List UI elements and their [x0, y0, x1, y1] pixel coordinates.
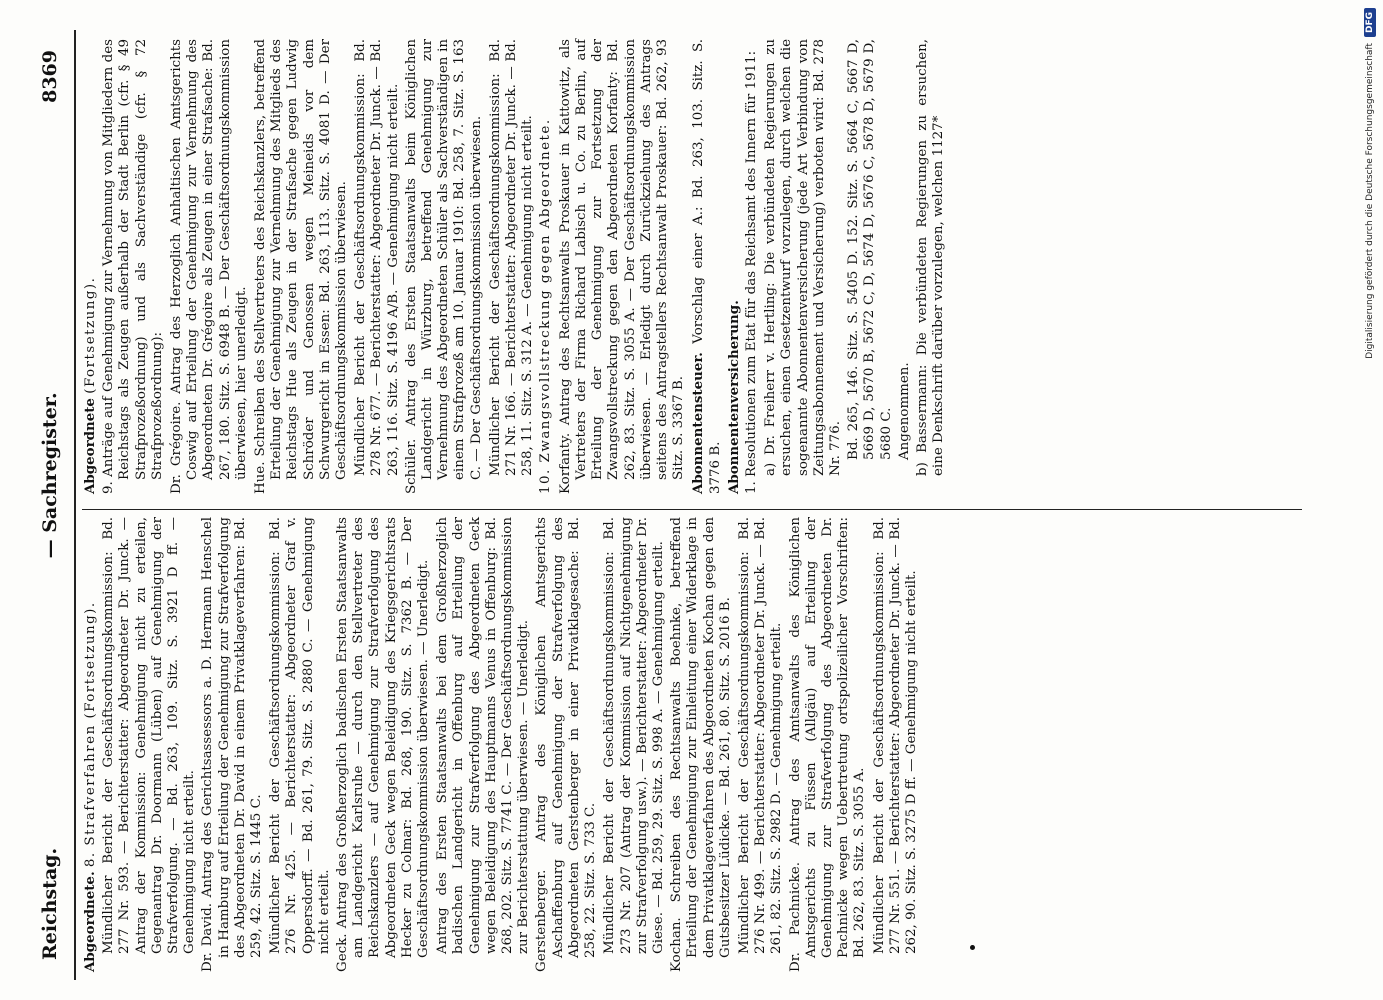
dfg-logo: DFG [1364, 8, 1376, 37]
abonnentensteuer-head: Abonnentensteuer. [690, 352, 707, 494]
abonnentensteuer-text: Vorschlag einer A.: Bd. 263, 103. Sitz. S. 3776 B. [691, 39, 723, 494]
col2-item10: 10. Zwangsvollstreckung gegen Abgeordnete. [538, 118, 554, 494]
col1-para-10: Mündlicher Bericht der Geschäftsordnungskommission: Bd. 277 Nr. 551. — Berichterstatter: Abgeordneter Dr. Junck. — Bd. 262, 90. Sitz. S. 3275 D ff. — Genehmigung nicht erteilt. [871, 517, 919, 954]
col1-para-4: Antrag des Ersten Staatsanwalts bei dem Großherzoglich badischen Landgericht in Offenburg auf Erteilung der Genehmigung zur Strafverfolgung des Abgeordneten Geck wegen Beleidigung des Hauptmanns Venus in Offenburg: Bd. 268, 202. Sitz. S. 7741 C. — Der Geschäftsordnungskommission zur Berichterstattung überwiesen. — Unerledigt. [435, 517, 532, 954]
angenommen: Angenommen. [896, 362, 912, 460]
col1-para-1: Dr. David. Antrag des Gerichtsassessors a. D. Hermann Henschel in Hamburg auf Erteilung der Genehmigung zur Strafverfolgung des Abgeordneten Dr. David in einem Privatklageverfahren: Bd. 259, 42. Sitz. S. 1445 C. [200, 517, 265, 972]
col1-para-8: Mündlicher Bericht der Geschäftsordnungskommission: Bd. 276 Nr. 499. — Berichterstatter: Abgeordneter Dr. Junck. — Bd. 261, 82. Sitz. S. 2982 D. — Genehmigung erteilt. [736, 517, 785, 954]
col2-para-1: Hue. Schreiben des Stellvertreters des Reichskanzlers, betreffend Erteilung der Genehmigung zur Vernehmung des Mitglieds des Reichstags Hue als Zeugen in der Strafsache gegen Ludwig Schröder und Genossen wegen Meineids vor dem Schwurgericht in Essen: Bd. 263, 113. Sitz. S. 4081 D. — Der Geschäftsordnungskommission überwiesen. [253, 39, 350, 494]
col1-head: Abgeordnete. [82, 871, 98, 972]
col1-lead [82, 517, 99, 972]
rotated-page-content [30, 30, 1330, 980]
col2-para-0: Dr. Grégoire. Antrag des Herzoglich Anhaltischen Amtsgerichts Coswig auf Erteilung der Genehmigung zur Vernehmung des Abgeordneten Dr. Grégoire als Zeugen in einer Strafsache: Bd. 267, 180. Sitz. S. 6948 B. — Der Geschäftsordnungskommission überwiesen, hier unerledigt. [169, 39, 249, 494]
page [30, 30, 1330, 980]
col1-para-7: Kochan. Schreiben des Rechtsanwalts Boehnke, betreffend Erteilung der Genehmigung zur Einleitung einer Widerklage in dem Privatklageverfahren des Abgeordneten Kochan gegen den Gutsbesitzer Lüdicke. — Bd. 261, 80. Sitz. S. 2016 B. [669, 517, 733, 972]
col1-para-0: Mündlicher Bericht der Geschäftsordnungskommission: Bd. 277 Nr. 593. — Berichterstatter: Abgeordneter Dr. Junck. — Antrag der Kommission: Genehmigung nicht zu erteilen, Gegenantrag Dr. Doormann (Lüben) auf Genehmigung der Strafverfolgung. — Bd. 263, 109. Sitz. S. 3921 D ff. — Genehmigung nicht erteilt. [101, 517, 198, 954]
col2-para-3: Schüler. Antrag des Ersten Staatsanwalts beim Königlichen Landgericht in Würzburg, betreffend Genehmigung zur Vernehmung des Abgeordneten Schüler als Sachverständigen in einem Strafprozeß am 10. Januar 1910: Bd. 258, 7. Sitz. S. 163 C. — Der Geschäftsordnungskommission überwiesen. [403, 39, 484, 494]
page-number: 8369 [39, 50, 61, 103]
column-right [82, 39, 949, 494]
credit-text: Digitalisierung gefördert durch die Deutsche Forschungsgemeinschaft [1365, 43, 1375, 359]
header-rule [74, 30, 76, 980]
col2-item9: 9. Anträge auf Genehmigung zur Vernehmung von Mitgliedern des Reichstags als Zeugen außerhalb der Stadt Berlin (cfr. § 49 Strafprozeßordnung) und als Sachverständige (cfr. § 72 Strafprozeßordnung): [101, 39, 165, 494]
column-divider [82, 509, 1302, 510]
column-left [82, 517, 922, 972]
col1-para-6: Mündlicher Bericht der Geschäftsordnungskommission: Bd. 273 Nr. 207 (Antrag der Kommission auf Nichtgenehmigung zur Strafverfolgung usw.). — Berichterstatter: Abgeordneter Dr. Giese. — Bd. 259, 29. Sitz. S. 998 A. — Genehmigung erteilt. [602, 517, 666, 954]
credit-line [1359, 8, 1381, 988]
col2-korfanty: Korfanty. Antrag des Rechtsanwalts Proskauer in Kattowitz, als Vertreters der Firma Richard Labisch u. Co. zu Berlin, auf Erteilung der Genehmigung zur Fortsetzung der Zwangsvollstreckung gegen den Abgeordneten Korfanty: Bd. 262, 83. Sitz. S. 3055 A. — Der Geschäftsordnungskommission überwiesen. — Erledigt durch Zurückziehung des Antrags seitens des Antragstellers Rechtsanwalt Proskauer: Bd. 262, 93 Sitz. S. 3367 B. [557, 39, 687, 494]
resolution-a: a) Dr. Freiherr v. Hertling: Die verbündeten Regierungen zu ersuchen, einen Gesetzentwurf vorzulegen, durch welchen die sogenannte Abonnentenversicherung (jede Art Verbindung von Zeitungsabonnement und Versicherung) verboten wird: Bd. 278 Nr. 776. [763, 39, 843, 476]
digitization-credit [1359, 8, 1381, 988]
resolution-b: b) Bassermann: Die verbündeten Regierungen zu ersuchen, eine Denkschrift darüber vorzulegen, welchen 1127* [914, 39, 947, 476]
abonnentenversicherung-head: Abonnentenversicherung. [725, 300, 742, 494]
resolutionen: 1. Resolutionen zum Etat für das Reichsamt des Innern für 1911: [743, 50, 759, 494]
col2-abonnentensteuer [690, 39, 723, 494]
header-left: Reichstag. [39, 847, 61, 960]
col2-section: (Fortsetzung). [83, 276, 98, 394]
col1-para-9: Dr. Pachnicke. Antrag des Amtsanwalts des Königlichen Amtsgerichts zu Füssen (Allgäu) auf Erteilung der Genehmigung zur Strafverfolgung des Abgeordneten Dr. Pachnicke wegen Uebertretung ortspolizeilicher Vorschriften: Bd. 262, 83. Sitz. S. 3055 A. [787, 517, 868, 972]
scan-speck [970, 945, 975, 950]
col1-section: 8. Strafverfahren (Fortsetzung). [83, 601, 98, 868]
resolution-refs: Bd. 265, 146. Sitz. S. 5405 D. 152. Sitz. S. 5664 C, 5667 D, 5669 D, 5670 B, 5672 C, D, 5674 D, 5676 C, 5678 D, 5679 D, 5680 C. [846, 39, 894, 460]
col1-para-3: Geck. Antrag des Großherzoglich badischen Ersten Staatsanwalts am Landgericht Karlsruhe — durch den Stellvertreter des Reichskanzlers — auf Genehmigung zur Strafverfolgung des Abgeordneten Geck wegen Beleidigung des Kriegsgerichtsrats Hecker zu Colmar: Bd. 268, 190. Sitz. S. 7362 B. — Der Geschäftsordnungskommission überwiesen. — Unerledigt. [335, 517, 432, 972]
running-header [30, 30, 70, 980]
col2-head: Abgeordnete [82, 398, 98, 494]
col1-para-2: Mündlicher Bericht der Geschäftsordnungskommission: Bd. 276 Nr. 425. — Berichterstatter: Abgeordneter Graf v. Oppersdorff. — Bd. 261, 79. Sitz. S. 2880 C. — Genehmigung nicht erteilt. [268, 517, 332, 954]
col2-para-4: Mündlicher Bericht der Geschäftsordnungskommission: Bd. 271 Nr. 166. — Berichterstatter: Abgeordneter Dr. Junck. — Bd. 258, 11. Sitz. S. 312 A. — Genehmigung nicht erteilt. [487, 39, 536, 476]
col2-para-2: Mündlicher Bericht der Geschäftsordnungskommission: Bd. 278 Nr. 677. — Berichterstatter: Abgeordneter Dr. Junck. — Bd. 263, 116. Sitz. S. 4196 A/B. — Genehmigung nicht erteilt. [353, 39, 401, 476]
col1-para-5: Gerstenberger. Antrag des Königlichen Amtsgerichts Aschaffenburg auf Genehmigung der Strafverfolgung des Abgeordneten Gerstenberger in einer Privatklagesache: Bd. 258, 22. Sitz. S. 733 C. [534, 517, 599, 972]
col2-lead [82, 39, 99, 494]
header-center: — Sachregister. [39, 392, 61, 559]
